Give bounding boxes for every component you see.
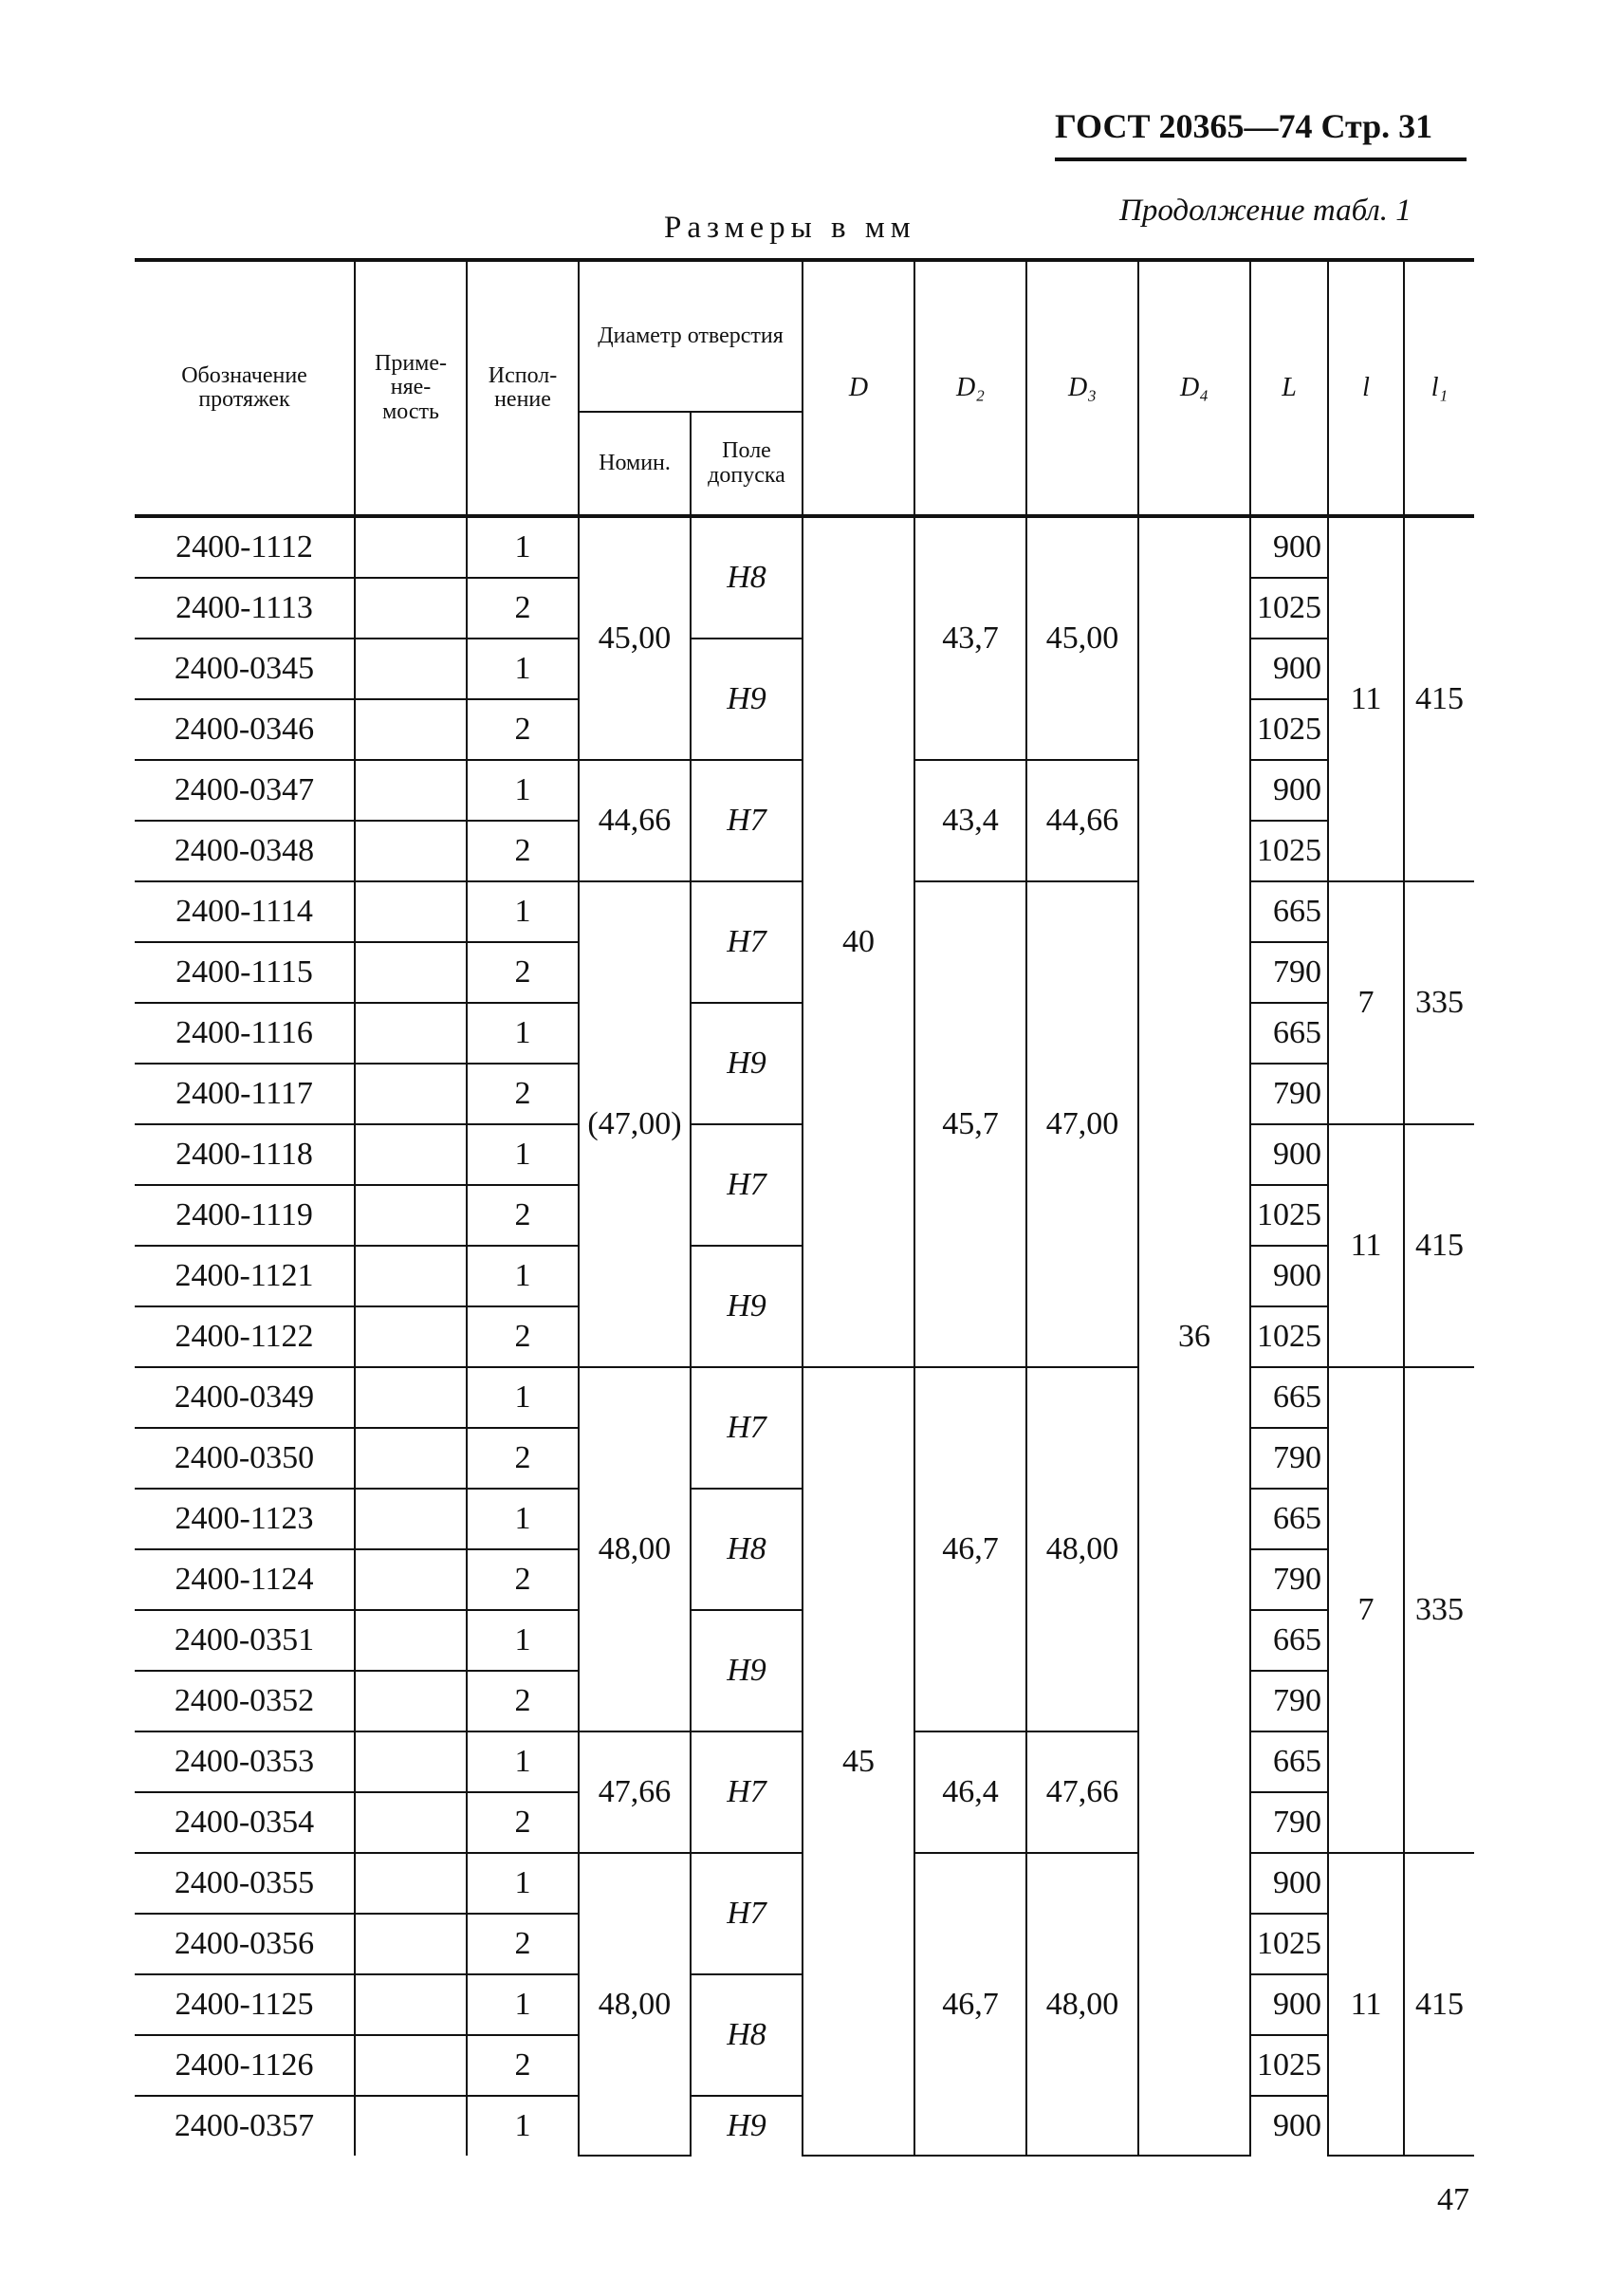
cell-version: 2 (467, 1064, 579, 1124)
cell-applicability (355, 639, 467, 699)
header-designation: Обозначение протяжек (135, 260, 355, 516)
cell-applicability (355, 2096, 467, 2156)
cell-l1: 415 (1404, 1853, 1474, 2156)
cell-version: 1 (467, 1610, 579, 1671)
cell-L: 665 (1250, 1610, 1328, 1671)
cell-L: 1025 (1250, 2035, 1328, 2096)
cell-applicability (355, 1610, 467, 1671)
cell-D: 40 (803, 516, 914, 1367)
broach-dimensions-table (135, 258, 1474, 2157)
cell-designation: 2400-0350 (135, 1428, 355, 1489)
cell-designation: 2400-1121 (135, 1246, 355, 1306)
cell-version: 2 (467, 942, 579, 1003)
cell-D2: 46,7 (914, 1367, 1026, 1731)
cell-designation: 2400-1123 (135, 1489, 355, 1549)
cell-L: 900 (1250, 1246, 1328, 1306)
cell-L: 1025 (1250, 1306, 1328, 1367)
header-nominal: Номин. (579, 412, 691, 516)
cell-nominal: 45,00 (579, 516, 691, 760)
cell-l: 11 (1328, 516, 1404, 881)
cell-designation: 2400-1119 (135, 1185, 355, 1246)
cell-version: 2 (467, 1792, 579, 1853)
cell-L: 900 (1250, 1853, 1328, 1914)
cell-designation: 2400-1126 (135, 2035, 355, 2096)
cell-version: 2 (467, 2035, 579, 2096)
cell-version: 2 (467, 1428, 579, 1489)
cell-version: 1 (467, 881, 579, 942)
cell-designation: 2400-1118 (135, 1124, 355, 1185)
cell-applicability (355, 1549, 467, 1610)
cell-L: 790 (1250, 1671, 1328, 1731)
cell-tolerance: H9 (691, 1003, 803, 1124)
cell-tolerance: H7 (691, 1853, 803, 1974)
cell-designation: 2400-0356 (135, 1914, 355, 1974)
cell-designation: 2400-0349 (135, 1367, 355, 1428)
cell-version: 1 (467, 1731, 579, 1792)
cell-l1: 335 (1404, 1367, 1474, 1853)
cell-D2: 43,4 (914, 760, 1026, 881)
cell-l: 7 (1328, 1367, 1404, 1853)
header-l1: l₁ (1404, 260, 1474, 516)
cell-applicability (355, 516, 467, 578)
cell-version: 1 (467, 1367, 579, 1428)
cell-designation: 2400-1113 (135, 578, 355, 639)
cell-D2: 46,4 (914, 1731, 1026, 1853)
cell-L: 665 (1250, 1367, 1328, 1428)
cell-applicability (355, 1003, 467, 1064)
cell-applicability (355, 1914, 467, 1974)
cell-version: 2 (467, 578, 579, 639)
cell-designation: 2400-0348 (135, 821, 355, 881)
cell-L: 1025 (1250, 821, 1328, 881)
cell-version: 1 (467, 639, 579, 699)
cell-designation: 2400-0357 (135, 2096, 355, 2156)
cell-L: 665 (1250, 1003, 1328, 1064)
cell-version: 2 (467, 699, 579, 760)
cell-nominal: (47,00) (579, 881, 691, 1367)
cell-applicability (355, 1185, 467, 1246)
cell-D3: 47,66 (1026, 1731, 1138, 1853)
cell-applicability (355, 1974, 467, 2035)
cell-applicability (355, 1731, 467, 1792)
cell-D3: 47,00 (1026, 881, 1138, 1367)
cell-applicability (355, 1124, 467, 1185)
cell-version: 1 (467, 516, 579, 578)
cell-L: 790 (1250, 942, 1328, 1003)
header-underline (1055, 157, 1467, 161)
cell-nominal: 48,00 (579, 1367, 691, 1731)
cell-version: 2 (467, 1549, 579, 1610)
cell-l1: 415 (1404, 516, 1474, 881)
cell-designation: 2400-1117 (135, 1064, 355, 1124)
cell-L: 1025 (1250, 699, 1328, 760)
cell-designation: 2400-1124 (135, 1549, 355, 1610)
header-tolerance-field: Поле допуска (691, 412, 803, 516)
cell-applicability (355, 1671, 467, 1731)
cell-D2: 46,7 (914, 1853, 1026, 2156)
cell-l1: 335 (1404, 881, 1474, 1124)
cell-applicability (355, 1246, 467, 1306)
cell-L: 900 (1250, 516, 1328, 578)
cell-designation: 2400-1112 (135, 516, 355, 578)
cell-applicability (355, 942, 467, 1003)
cell-version: 2 (467, 1185, 579, 1246)
cell-L: 665 (1250, 1489, 1328, 1549)
page-number: 47 (1437, 2182, 1469, 2217)
cell-applicability (355, 760, 467, 821)
header-D4: D₄ (1138, 260, 1250, 516)
cell-designation: 2400-0351 (135, 1610, 355, 1671)
cell-version: 1 (467, 1246, 579, 1306)
cell-designation: 2400-1122 (135, 1306, 355, 1367)
cell-D2: 43,7 (914, 516, 1026, 760)
cell-nominal: 48,00 (579, 1853, 691, 2156)
cell-D3: 48,00 (1026, 1853, 1138, 2156)
header-D: D (803, 260, 914, 516)
cell-applicability (355, 1792, 467, 1853)
cell-tolerance: H9 (691, 1610, 803, 1731)
cell-applicability (355, 2035, 467, 2096)
cell-version: 2 (467, 821, 579, 881)
cell-l: 11 (1328, 1853, 1404, 2156)
cell-version: 1 (467, 1974, 579, 2035)
header-hole-diameter: Диаметр отверстия (579, 260, 803, 412)
cell-version: 2 (467, 1671, 579, 1731)
cell-D3: 45,00 (1026, 516, 1138, 760)
cell-designation: 2400-0352 (135, 1671, 355, 1731)
cell-designation: 2400-1125 (135, 1974, 355, 2035)
cell-version: 1 (467, 1489, 579, 1549)
cell-D: 45 (803, 1367, 914, 2156)
cell-tolerance: H7 (691, 1124, 803, 1246)
cell-D3: 44,66 (1026, 760, 1138, 881)
cell-designation: 2400-0347 (135, 760, 355, 821)
header-L: L (1250, 260, 1328, 516)
cell-tolerance: H9 (691, 2096, 803, 2156)
cell-designation: 2400-0354 (135, 1792, 355, 1853)
cell-tolerance: H8 (691, 1974, 803, 2096)
cell-version: 1 (467, 760, 579, 821)
table-continuation-note: Продолжение табл. 1 (1119, 194, 1412, 228)
cell-L: 1025 (1250, 1914, 1328, 1974)
cell-designation: 2400-0345 (135, 639, 355, 699)
cell-L: 900 (1250, 1124, 1328, 1185)
cell-L: 665 (1250, 1731, 1328, 1792)
cell-version: 1 (467, 1003, 579, 1064)
cell-D4: 36 (1138, 516, 1250, 2156)
cell-version: 2 (467, 1914, 579, 1974)
cell-L: 790 (1250, 1064, 1328, 1124)
cell-L: 790 (1250, 1792, 1328, 1853)
cell-tolerance: H8 (691, 1489, 803, 1610)
cell-designation: 2400-1116 (135, 1003, 355, 1064)
cell-designation: 2400-1114 (135, 881, 355, 942)
header-D2: D₂ (914, 260, 1026, 516)
cell-L: 900 (1250, 1974, 1328, 2035)
cell-applicability (355, 699, 467, 760)
cell-applicability (355, 821, 467, 881)
cell-designation: 2400-1115 (135, 942, 355, 1003)
cell-nominal: 44,66 (579, 760, 691, 881)
cell-tolerance: H7 (691, 1367, 803, 1489)
cell-tolerance: H7 (691, 1731, 803, 1853)
cell-applicability (355, 578, 467, 639)
cell-version: 2 (467, 1306, 579, 1367)
cell-l: 11 (1328, 1124, 1404, 1367)
cell-version: 1 (467, 1853, 579, 1914)
cell-nominal: 47,66 (579, 1731, 691, 1853)
cell-designation: 2400-0346 (135, 699, 355, 760)
cell-D3: 48,00 (1026, 1367, 1138, 1731)
cell-applicability (355, 1489, 467, 1549)
cell-L: 665 (1250, 881, 1328, 942)
header-version: Испол- нение (467, 260, 579, 516)
cell-tolerance: H7 (691, 760, 803, 881)
cell-L: 900 (1250, 639, 1328, 699)
cell-L: 1025 (1250, 1185, 1328, 1246)
cell-L: 790 (1250, 1549, 1328, 1610)
header-applicability: Приме- няе- мость (355, 260, 467, 516)
cell-l1: 415 (1404, 1124, 1474, 1367)
cell-version: 1 (467, 2096, 579, 2156)
cell-applicability (355, 881, 467, 942)
cell-l: 7 (1328, 881, 1404, 1124)
cell-D2: 45,7 (914, 881, 1026, 1367)
cell-tolerance: H7 (691, 881, 803, 1003)
cell-designation: 2400-0355 (135, 1853, 355, 1914)
header-l: l (1328, 260, 1404, 516)
header-D3: D₃ (1026, 260, 1138, 516)
cell-tolerance: H9 (691, 639, 803, 760)
cell-applicability (355, 1367, 467, 1428)
cell-version: 1 (467, 1124, 579, 1185)
units-note: Размеры в мм (664, 211, 916, 245)
cell-tolerance: H9 (691, 1246, 803, 1367)
page-header: ГОСТ 20365—74 Стр. 31 (1055, 107, 1433, 145)
cell-applicability (355, 1064, 467, 1124)
cell-applicability (355, 1853, 467, 1914)
cell-L: 1025 (1250, 578, 1328, 639)
cell-L: 790 (1250, 1428, 1328, 1489)
cell-L: 900 (1250, 2096, 1328, 2156)
cell-L: 900 (1250, 760, 1328, 821)
cell-designation: 2400-0353 (135, 1731, 355, 1792)
cell-tolerance: H8 (691, 516, 803, 639)
cell-applicability (355, 1428, 467, 1489)
cell-applicability (355, 1306, 467, 1367)
